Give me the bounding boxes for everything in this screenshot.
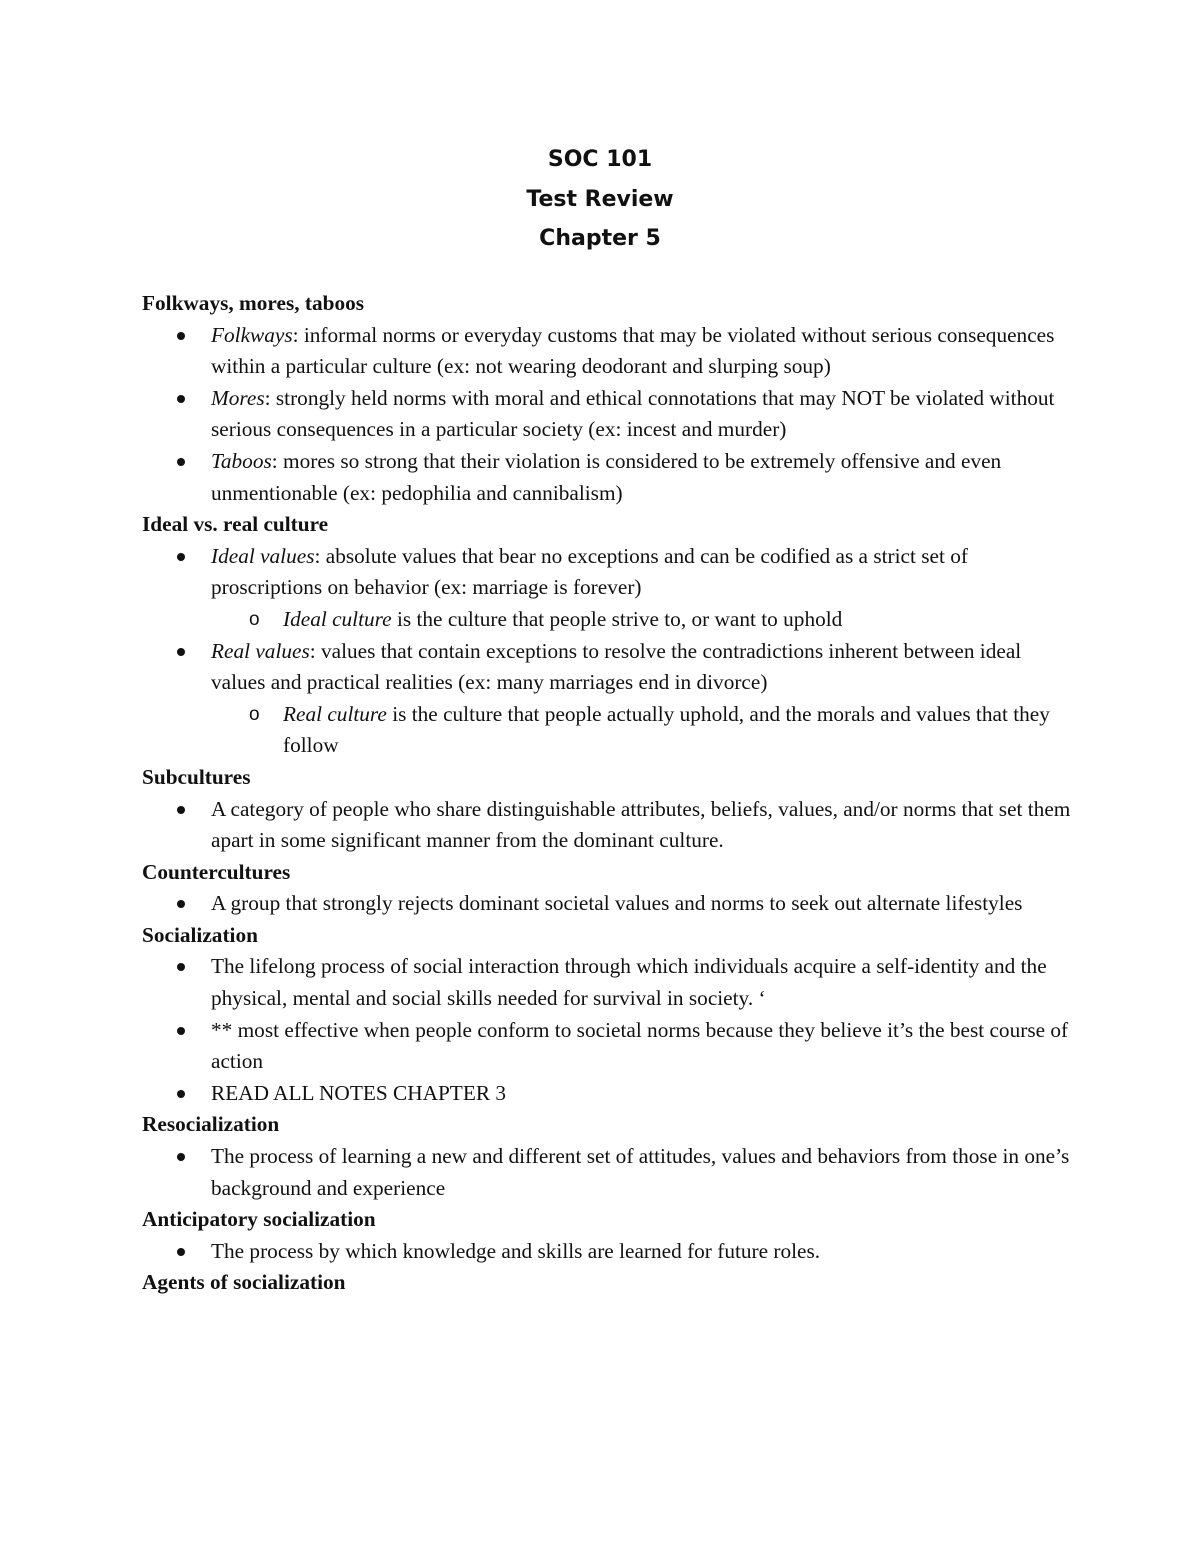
title-block (0, 140, 1200, 259)
heading-folkways-mores-taboos: Folkways, mores, taboos (142, 291, 365, 315)
term-mores: Mores (211, 385, 265, 410)
definition-mores: : strongly held norms with moral and ethical connotations that may NOT be violated without serious consequences in a particular society (ex: incest and murder) (211, 385, 1055, 442)
real-sublist (211, 699, 1072, 762)
chapter-title: Chapter 5 (539, 226, 661, 251)
term-ideal-values: Ideal values (211, 543, 315, 568)
countercultures-list (142, 888, 1072, 920)
subcultures-list (142, 794, 1072, 857)
term-real-culture: Real culture (283, 701, 387, 726)
ideal-real-list (142, 541, 1072, 762)
list-item (211, 636, 1072, 762)
list-item (211, 446, 1072, 509)
list-item: The process of learning a new and different set of attitudes, values and behaviors from those in one’s background and experience (211, 1141, 1072, 1204)
sub-bullet-marker: o (249, 703, 260, 725)
list-item: ** most effective when people conform to societal norms because they believe it’s the best course of action (211, 1015, 1072, 1078)
sub-list-item (249, 604, 1072, 636)
document-body (142, 288, 1072, 1299)
definition-folkways: : informal norms or everyday customs that may be violated without serious consequences within a particular culture (ex: not wearing deodorant and slurping soup) (211, 322, 1055, 379)
course-title: SOC 101 (547, 147, 653, 172)
definition-real-values: : values that contain exceptions to resolve the contradictions inherent between ideal values and practical realities (ex: many marriages end in divorce) (211, 638, 1022, 695)
folkways-list (142, 320, 1072, 510)
list-item: The lifelong process of social interaction through which individuals acquire a self-identity and the physical, mental and social skills needed for survival in society. ‘ (211, 951, 1072, 1014)
term-real-values: Real values (211, 638, 310, 663)
term-folkways: Folkways (211, 322, 293, 347)
term-taboos: Taboos (211, 448, 272, 473)
definition-taboos: : mores so strong that their violation is considered to be extremely offensive and even unmentionable (ex: pedophilia and cannibalism) (211, 448, 1002, 505)
heading-agents-of-socialization: Agents of socialization (142, 1270, 346, 1295)
list-item (211, 320, 1072, 383)
definition-real-culture: is the culture that people actually uphold, and the morals and values that they follow (283, 701, 1050, 758)
heading-anticipatory-socialization: Anticipatory socialization (142, 1207, 376, 1232)
sub-bullet-marker: o (249, 608, 260, 630)
list-item: A category of people who share distinguishable attributes, beliefs, values, and/or norms that set them apart in some significant manner from the dominant culture. (211, 794, 1072, 857)
list-item: A group that strongly rejects dominant societal values and norms to seek out alternate lifestyles (211, 888, 1072, 920)
anticipatory-list (142, 1236, 1072, 1268)
document-subtitle: Test Review (526, 186, 674, 212)
heading-socialization: Socialization (142, 922, 258, 947)
ideal-sublist (211, 604, 1072, 636)
list-item (211, 383, 1072, 446)
socialization-list (142, 951, 1072, 1109)
heading-resocialization: Resocialization (142, 1112, 280, 1137)
resocialization-list (142, 1141, 1072, 1204)
sub-list-item (249, 699, 1072, 762)
definition-ideal-culture: is the culture that people strive to, or want to uphold (391, 606, 843, 631)
heading-subcultures: Subcultures (142, 764, 251, 789)
list-item: READ ALL NOTES CHAPTER 3 (211, 1078, 1072, 1110)
heading-ideal-vs-real-culture: Ideal vs. real culture (142, 512, 329, 537)
definition-ideal-values: : absolute values that bear no exceptions and can be codified as a strict set of proscriptions on behavior (ex: marriage is forever) (211, 543, 968, 600)
term-ideal-culture: Ideal culture (283, 606, 392, 631)
heading-countercultures: Countercultures (142, 859, 291, 884)
list-item (211, 541, 1072, 636)
list-item: The process by which knowledge and skills are learned for future roles. (211, 1236, 1072, 1268)
